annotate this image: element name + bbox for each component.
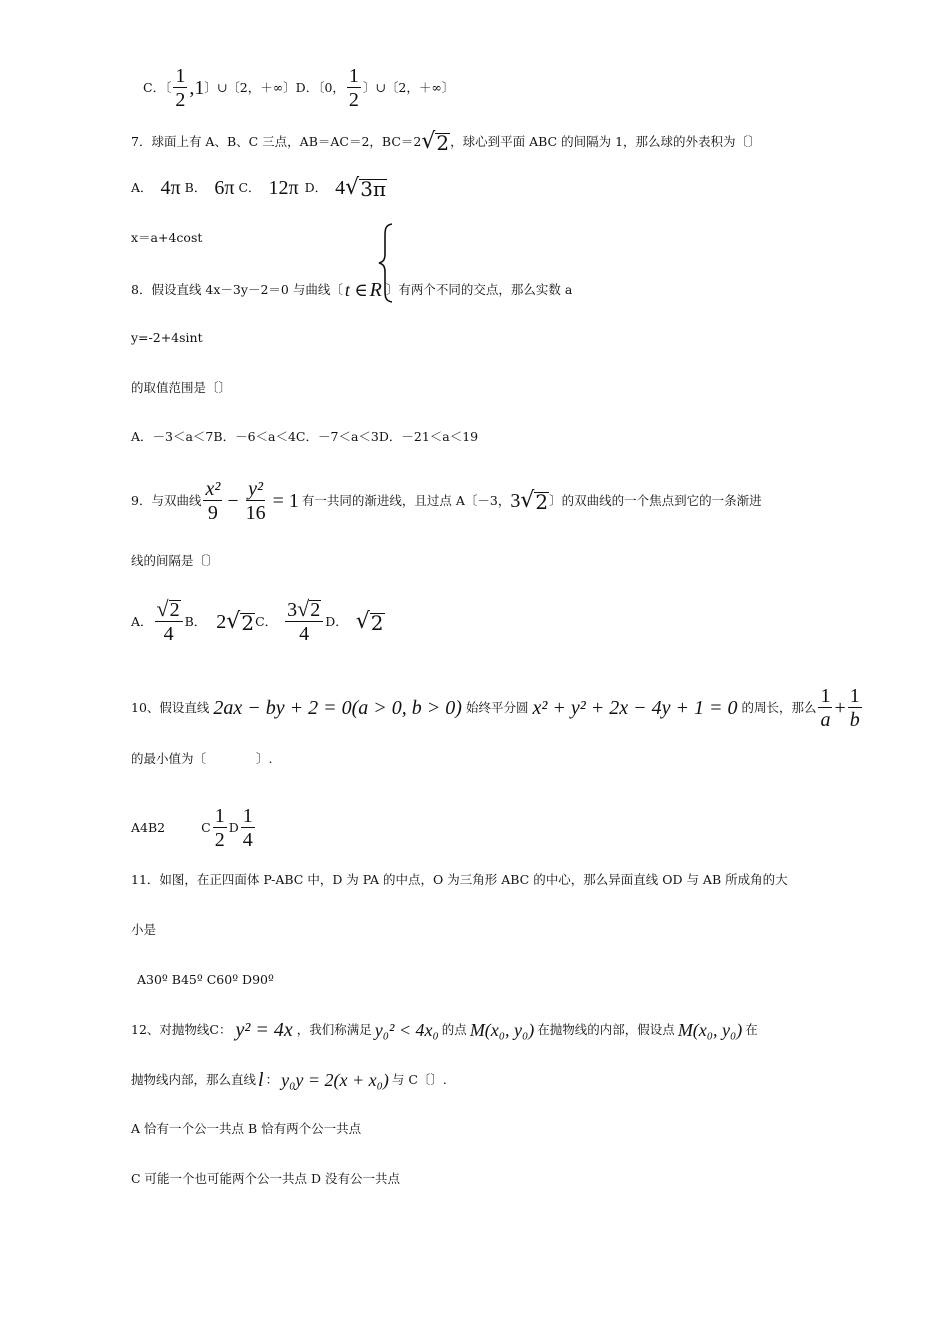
q6-c-close: 〕∪〔2，＋∞〕D．〔0， <box>204 80 345 95</box>
q12-line2: 抛物线内部，那么直线 l ： y₀y = 2(x + x₀) 与 C〔〕. <box>131 1069 447 1091</box>
q8-top-eq: x＝a+4cost <box>131 230 203 245</box>
q10-frac-b: $\frac{1}{b}$ <box>849 685 860 731</box>
q9-opt-c: 3 √ 2 4 <box>285 599 323 644</box>
q7-opt-a: 4π <box>160 177 181 199</box>
q6-c-after: ,1 <box>189 77 205 99</box>
q6-c-fraction: $\frac{1}{2}$ <box>175 65 186 111</box>
q8-param: t ∈ <box>344 280 368 300</box>
q9-stem: 9．与双曲线 $\frac{\text{x²}}{9}$ − $\frac{\text{y²}}{16}$ = 1 有一共同的渐进线，且过点 A〔－3， 3 √ 2 〕的双曲线的一个焦点到它的一条渐进 <box>131 478 762 524</box>
q10-opt-d: $\frac{1}{4}$ <box>242 805 253 851</box>
q10-line2: 的最小值为〔 〕. <box>131 751 273 766</box>
q9-opt-b-sqrt: √ 2 <box>226 608 255 635</box>
q9-opt-a: √ 2 4 <box>155 599 183 644</box>
q11-stem: 11．如图，在正四面体 P-ABC 中，D 为 PA 的中点，O 为三角形 ABC 的中心，那么异面直线 OD 与 AB 所成角的大 <box>131 872 788 887</box>
q10-line-eq: 2ax − by + 2 = 0(a > 0, b > 0) <box>213 697 462 719</box>
q12-line-eq: y₀y = 2(x + x₀) <box>281 1070 389 1090</box>
q7-opt-c: 12π <box>268 177 299 199</box>
q7-opt-d-sqrt: √ 3π <box>345 175 387 201</box>
q8-set-r: R <box>369 279 382 301</box>
q11-options: A30º B45º C60º D90º <box>137 972 274 987</box>
q12-options-cd: C 可能一个也可能两个公一共点 D 没有公一共点 <box>131 1171 401 1186</box>
q6-d-close: 〕∪〔2，＋∞〕 <box>362 80 455 95</box>
q9-frac-y: $\frac{\text{y²}}{16}$ <box>245 478 266 524</box>
q7-sqrt: √ 2 <box>421 129 450 155</box>
q12-point2: M(x₀, y₀) <box>677 1020 743 1040</box>
q9-opt-d-sqrt: √ 2 <box>355 608 384 635</box>
q8-bottom-eq: y=-2+4sint <box>131 330 203 345</box>
q8-stem: 8．假设直线 4x－3y－2＝0 与曲线〔 t ∈ R 〕有两个不同的交点，那么实数 a <box>131 279 573 301</box>
q12-options-ab: A 恰有一个公一共点 B 恰有两个公一共点 <box>131 1121 362 1136</box>
q7-opt-b: 6π <box>214 177 235 199</box>
q7-stem: 7．球面上有 A、B、C 三点，AB＝AC＝2，BC＝2 √ 2 ，球心到平面 ABC 的间隔为 1，那么球的外表积为〔〕 <box>131 129 761 155</box>
q12-condition: y₀² < 4x₀ <box>374 1020 439 1040</box>
q12-line-l: l <box>258 1069 264 1091</box>
q11-line2: 小是 <box>131 922 157 937</box>
q10-options: A4B2 C $\frac{1}{2}$ D $\frac{1}{4}$ <box>131 805 253 851</box>
q10-opt-c: $\frac{1}{2}$ <box>214 805 225 851</box>
q6-d-fraction: $\frac{1}{2}$ <box>348 65 359 111</box>
q9-options: A． √ 2 4 B． 2 √ 2 C． 3 √ 2 4 D． √ 2 <box>131 596 384 645</box>
q9-line2: 线的间隔是〔〕 <box>131 553 219 568</box>
q6-options <box>143 66 454 110</box>
q10-frac-a: $\frac{1}{a}$ <box>820 685 831 731</box>
q12-point: M(x₀, y₀) <box>469 1020 535 1040</box>
q12-parabola: y² = 4x <box>235 1019 293 1041</box>
q7-opt-d-coef: 4 <box>335 177 346 199</box>
q12-stem: 12、对抛物线C： y² = 4x ，我们称满足 y₀² < 4x₀ 的点 M(x₀, y₀) 在抛物线的内部，假设点 M(x₀, y₀) 在 <box>131 1019 758 1041</box>
q10-stem: 10、假设直线 2ax − by + 2 = 0(a > 0, b > 0) 始终平分圆 x² + y² + 2x − 4y + 1 = 0 的周长，那么 $\frac{1}{a}$ + $\frac{1}{b}$ <box>131 685 860 731</box>
q10-circle-eq: x² + y² + 2x − 4y + 1 = 0 <box>532 697 738 719</box>
q7-options: A． 4π B． 6π C． 12π D． 4 √ 3π <box>131 175 387 201</box>
q9-point-sqrt: √ 2 <box>520 488 549 514</box>
q8-range: 的取值范围是〔〕 <box>131 380 232 395</box>
q9-frac-x: $\frac{\text{x²}}{9}$ <box>205 478 221 524</box>
q6-c-label: C．〔 <box>143 80 172 95</box>
q8-options: A．－3＜a＜7B．－6＜a＜4C．－7＜a＜3D．－21＜a＜19 <box>131 429 479 444</box>
